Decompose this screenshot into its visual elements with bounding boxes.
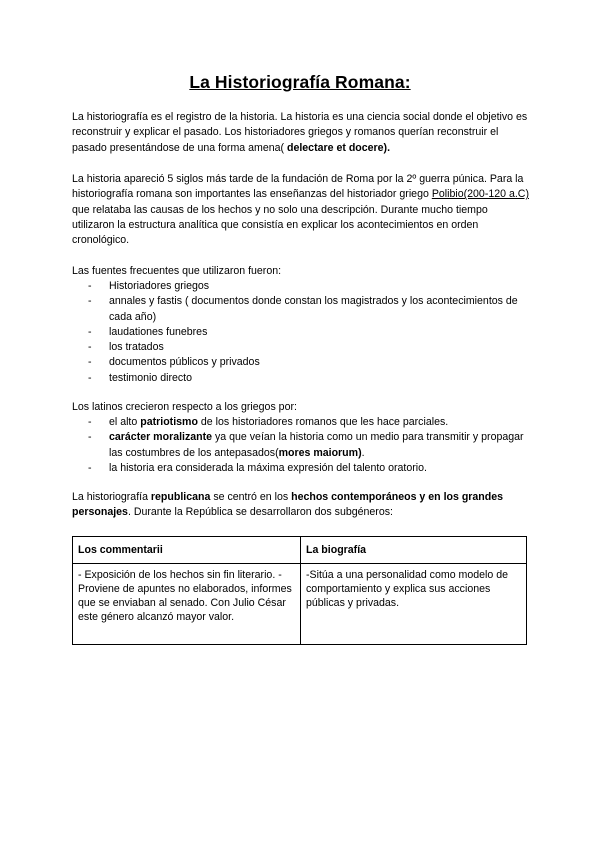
intro-bold: delectare et docere). xyxy=(286,141,391,154)
list-item: - la historia era considerada la máxima expresión del talento oratorio. xyxy=(88,461,427,474)
intro-text: La historiografía es el registro de la historia. La historia es una ciencia social donde el objetivo es reconstruir y explicar el pasado. Los historiadores griegos y romanos querían reconstruir el pasado presentándose de una forma amena( xyxy=(72,111,528,154)
polibio-link[interactable]: Polibio(200-120 a.C) xyxy=(431,188,529,201)
republica-paragraph: La historiografía republicana se centró en los hechos contemporáneos y en los grandes personajes. Durante la República se desarrollaron dos subgéneros: xyxy=(72,491,504,519)
table-header-commentarii: Los commentarii xyxy=(73,537,301,564)
origin-text-2: que relataba las causas de los hechos y no solo una descripción. Durante mucho tiempo utilizaron la estructura analítica que consistía en explicar los acontecimientos en orden cronológico. xyxy=(72,203,488,247)
list-item: - testimonio directo xyxy=(88,371,193,384)
list-item: - los tratados xyxy=(88,341,164,354)
latinos-list xyxy=(72,415,532,476)
origin-text-1: La historia apareció 5 siglos más tarde de la fundación de Roma por la 2º guerra púnica. Para la historiografía romana son importantes las enseñanzas del historiador griego xyxy=(72,173,524,201)
intro-paragraph xyxy=(72,110,532,156)
latinos-intro: Los latinos crecieron respecto a los griegos por: xyxy=(72,401,297,413)
list-item: - carácter moralizante ya que veían la historia como un medio para transmitir y propagar las costumbres de los antepasados(mores maiorum). xyxy=(88,431,524,459)
table-cell-commentarii: - Exposición de los hechos sin fin literario. -Proviene de apuntes no elaborados, informes que se enviaban al senado. Con Julio César este género alcanzó mayor valor. xyxy=(73,564,301,645)
list-item: - annales y fastis ( documentos donde constan los magistrados y los acontecimientos de cada año) xyxy=(88,295,518,323)
page-title: La Historiografía Romana: xyxy=(189,72,411,92)
sources-list xyxy=(72,279,532,386)
table-header-biografia: La biografía xyxy=(301,537,527,564)
sources-intro: Las fuentes frecuentes que utilizaron fueron: xyxy=(72,265,282,277)
table-cell-biografia: -Sitúa a una personalidad como modelo de comportamiento y explica sus acciones públicas y privadas. xyxy=(301,564,527,645)
origin-paragraph xyxy=(72,172,532,248)
list-item: - laudationes funebres xyxy=(88,325,208,338)
list-item: - el alto patriotismo de los historiadores romanos que les hace parciales. xyxy=(88,416,449,428)
subgenres-table xyxy=(72,536,527,645)
list-item: - Historiadores griegos xyxy=(88,280,210,292)
list-item: - documentos públicos y privados xyxy=(88,356,260,369)
